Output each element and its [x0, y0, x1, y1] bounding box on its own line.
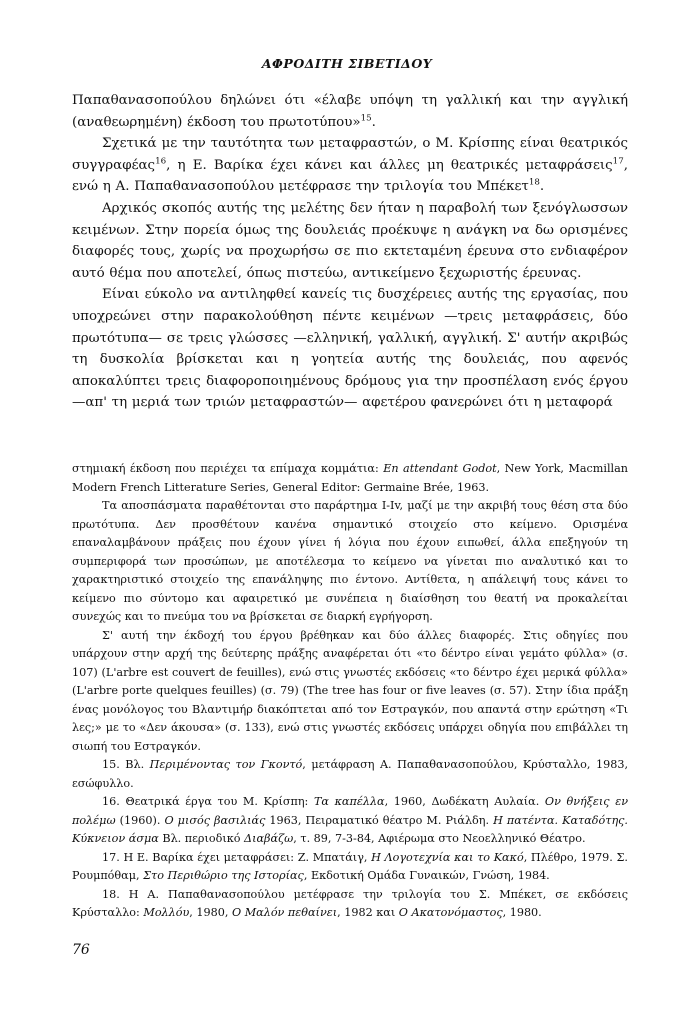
- footnote-18-title-2: Ο Μαλόν πεθαίνει: [231, 906, 338, 919]
- footnote-17-number: 17.: [102, 850, 124, 864]
- footnote-18: [72, 886, 628, 923]
- footnote-continuation-title: En attendant Godot: [383, 462, 497, 475]
- footnote-16-text-d: 1963, Πειραματικό θέατρο Μ. Ριάλδη.: [265, 813, 494, 827]
- paragraph-4: Είναι εύκολο να αντιληφθεί κανείς τις δυσχέρειες αυτής της εργασίας, που υποχρεώνει στην παρακολούθηση πέντε κειμένων —τρεις μεταφράσεις, δύο πρωτότυπα— σε τρεις γλώσσες —ελληνική, γαλλική, αγγλική. Σ' αυτήν ακριβώς τη δυσκολία βρίσκεται και η γοητεία αυτής της δουλειάς, που αφενός αποκαλύπτει τρεις διαφοροποιημένους δρόμους για την προσπέλαση ενός έργου —απ' τη μεριά των τριών μεταφραστών— αφετέρου φανερώνει ότι η μεταφορά: [72, 287, 628, 411]
- footnote-paragraph-3: Σ' αυτή την έκδοχή του έργου βρέθηκαν και δύο άλλες διαφορές. Στις οδηγίες που υπάρχουν στην αρχή της δεύτερης πράξης αναφέρεται ότι «το δέντρο είναι γεμάτο φύλλα» (σ. 107) (L'arbre est couvert de feuilles), ενώ στις γνωστές εκδόσεις «το δέντρο έχει μερικά φύλλα» (L'arbre porte quelques feuilles) (σ. 79) (The tree has four or five leaves (σ. 57). Στην ίδια πράξη ένας μονόλογος του Βλαντιμήρ διακόπτεται από τον Εστραγκόν, που απαντά στην ερώτηση «Τι λες;» με το «Δεν άκουσα» (σ. 133), ενώ στις γνωστές εκδόσεις υπάρχει οδηγία που επιβάλλει τη σιωπή του Εστραγκόν.: [72, 628, 628, 753]
- footnote-16-title-3: Ο μισός βασιλιάς: [164, 813, 266, 827]
- footnote-16-text-f: , τ. 89, 7-3-84, Αφιέρωμα στο Νεοελληνικό Θέατρο.: [293, 832, 586, 845]
- footnote-17-title-1: Η Λογοτεχνία και το Κακό: [371, 850, 524, 864]
- footnote-18-title-3: Ο Ακατονόμαστος: [398, 906, 503, 919]
- footnote-18-text-d: , 1980.: [502, 906, 542, 919]
- footnote-16-text-a: Θεατρικά έργα του Μ. Κρίσπη:: [125, 795, 314, 808]
- paragraph-1: [72, 90, 628, 133]
- footnote-16-text-c: (1960).: [115, 813, 165, 827]
- footnote-continuation-text-b: , New York, Macmillan Modern French Litterature Series, General Editor: Germaine Brée, 1963.: [72, 462, 628, 494]
- footnote-17: [72, 849, 628, 886]
- footnote-15-text-a: Βλ.: [125, 758, 150, 771]
- footnote-continuation: [72, 460, 628, 497]
- footnote-18-text-b: , 1980,: [189, 906, 232, 919]
- page-number: 76: [72, 942, 90, 958]
- footnote-ref-15: 15: [360, 113, 372, 124]
- footnote-15-title: Περιμένοντας τον Γκοντό: [149, 758, 303, 771]
- footnote-17-text-b: , Πλέθρο, 1979. Σ. Ρουμπόθαμ,: [72, 850, 628, 882]
- footnote-16-title-2: Ον θνήξεις εν πολέμω: [72, 795, 629, 827]
- paragraph-1-end: .: [371, 114, 376, 130]
- paragraph-2: [72, 133, 628, 198]
- paragraph-2-text-a: Σχετικά με την ταυτότητα των μεταφραστών, ο Μ. Κρίσπης είναι θεατρικός συγγραφέας: [72, 136, 628, 173]
- footnote-18-text-a: Η Α. Παπαθανασοπούλου μετέφρασε την τριλογία του Σ. Μπέκετ, σε εκδόσεις Κρύσταλλο:: [72, 887, 628, 919]
- main-text: [72, 90, 628, 414]
- footnote-16-text-b: , 1960, Δωδέκατη Αυλαία.: [384, 795, 545, 808]
- paragraph-2-text-b: , η Ε. Βαρίκα έχει κάνει και άλλες μη θεατρικές μεταφράσεις: [166, 157, 613, 173]
- paragraph-1-text: Παπαθανασοπούλου δηλώνει ότι «έλαβε υπόψη τη γαλλική και την αγγλική (αναθεωρημένη) έκδοση του πρωτοτύπου»: [72, 93, 628, 130]
- footnote-18-text-c: , 1982 και: [337, 906, 399, 919]
- footnote-17-text-a: Η Ε. Βαρίκα έχει μεταφράσει: Ζ. Μπατάιγ,: [123, 850, 372, 864]
- footnote-18-number: 18.: [102, 887, 129, 901]
- footnote-17-text-c: , Εκδοτική Ομάδα Γυναικών, Γνώση, 1984.: [303, 869, 550, 882]
- footnote-16-title-4: Η πατέντα. Καταδότης. Κύκνειον άσμα: [72, 813, 628, 845]
- footnote-ref-16: 16: [155, 156, 167, 167]
- footnote-ref-18: 18: [528, 177, 540, 188]
- paragraph-2-end: .: [539, 179, 545, 195]
- footnote-continuation-text-a: στημιακή έκδοση που περιέχει τα επίμαχα κομμάτια:: [72, 462, 384, 475]
- footnote-16-number: 16.: [102, 795, 126, 808]
- footnote-17-title-2: Στο Περιθώριο της Ιστορίας: [143, 869, 304, 882]
- footnote-16-title-1: Τα καπέλλα: [313, 795, 385, 808]
- running-header: ΑΦΡΟΔΙΤΗ ΣΙΒΕΤΙΔΟΥ: [261, 56, 433, 71]
- footnote-paragraph-2: Τα αποσπάσματα παραθέτονται στο παράρτημα I-Iv, μαζί με την ακριβή τους θέση στα δύο πρωτότυπα. Δεν προσθέτουν κανένα σημαντικό στοιχείο στο κείμενο. Ορισμένα επαναλαμβάνουν πράξεις που έχουν γίνει ή λόγια που έχουν ειπωθεί, άλλα επεξηγούν τη συμπεριφορά των προσώπων, με αποτέλεσμα το κείμενο να γίνεται πιο αναλυτικό και το χαρακτηριστικό στοιχείο της επανάληψης πιο έντονο. Αντίθετα, η απάλειψή τους κάνει το κείμενο πιο σύντομο και αφαιρετικό με συνέπεια η διαίσθηση του θεατή να προκαλείται συνεχώς και το πνεύμα του να βρίσκεται σε διαρκή εγρήγορση.: [72, 499, 628, 623]
- paragraph-2-text-c: , ενώ η Α. Παπαθανασοπούλου μετέφρασε την τριλογία του Μπέκετ: [72, 157, 628, 195]
- footnote-16: [72, 793, 628, 849]
- footnote-16-text-e: Βλ. περιοδικό: [158, 832, 245, 845]
- footnote-15-number: 15.: [102, 758, 126, 771]
- footnotes: [72, 460, 628, 923]
- footnote-ref-17: 17: [612, 156, 624, 167]
- footnote-16-title-5: Διαβάζω: [244, 832, 294, 845]
- paragraph-3: Αρχικός σκοπός αυτής της μελέτης δεν ήταν η παραβολή των ξενόγλωσσων κειμένων. Στην πορεία όμως της δουλειάς προέκυψε η ανάγκη να δω ορισμένες διαφορές τους, χωρίς να προχωρήσω σε πιο εκτεταμένη έρευνα στο ενδιαφέρον αυτό θέμα που αποτελεί, όπως πιστεύω, αντικείμενο ξεχωριστής έρευνας.: [72, 200, 628, 281]
- footnote-18-title-1: Μολλόυ: [143, 906, 190, 919]
- footnote-15-text-b: , μετάφραση Α. Παπαθανασοπούλου, Κρύσταλλο, 1983, εσώφυλλο.: [72, 758, 628, 790]
- footnote-15: [72, 756, 628, 793]
